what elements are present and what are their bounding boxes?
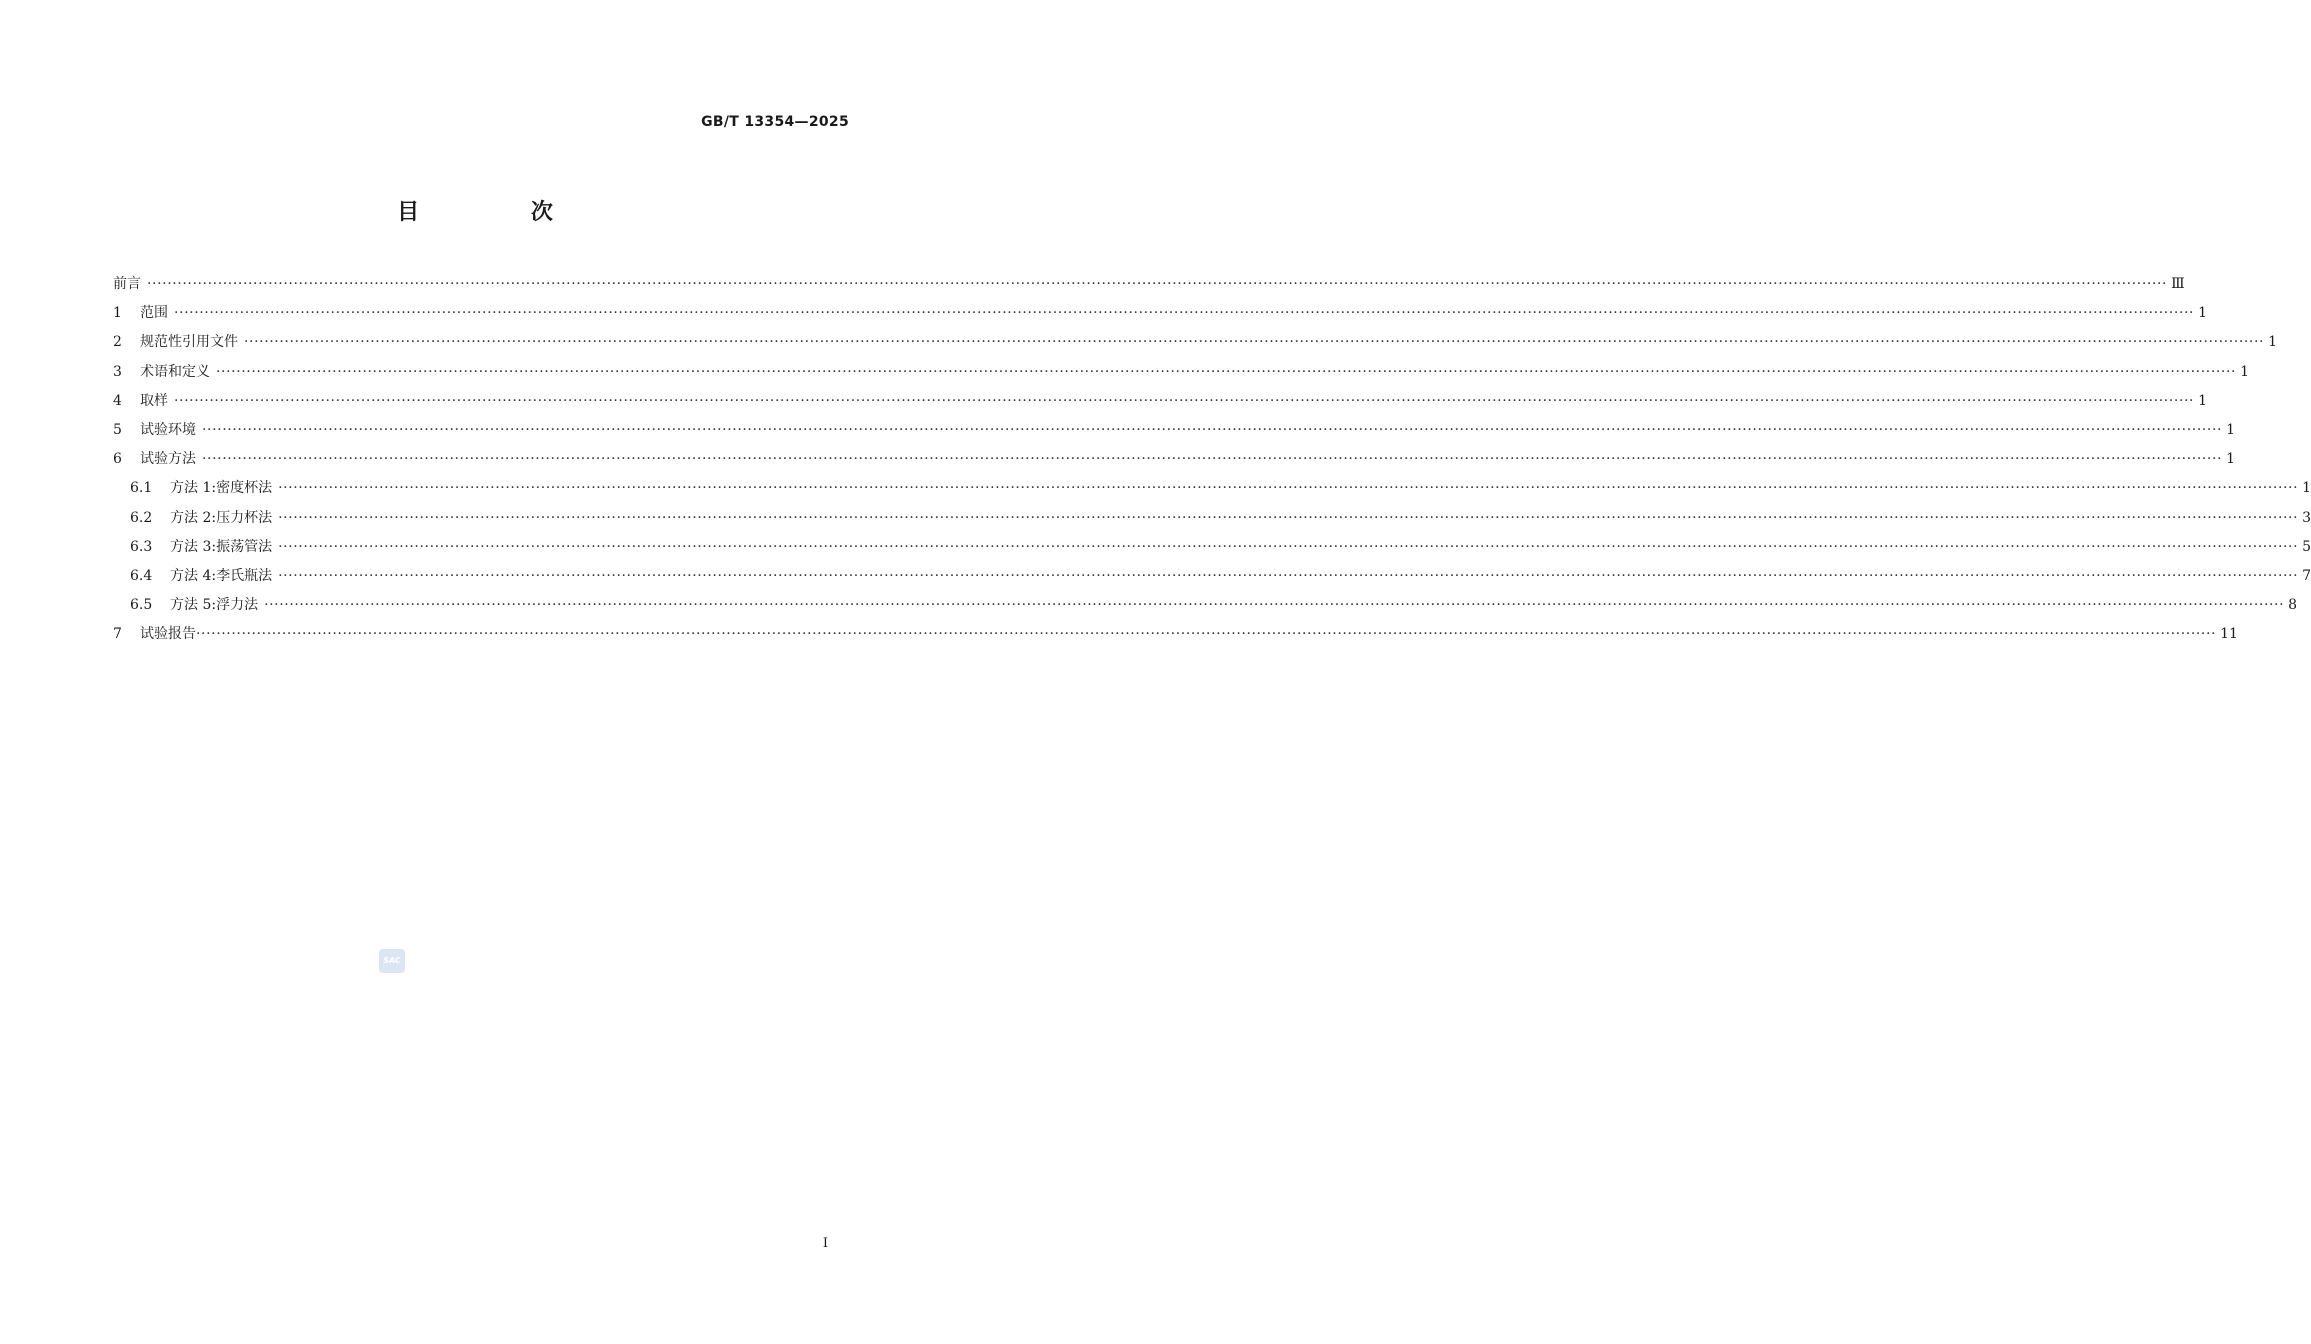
toc-entry-page: 3	[2302, 509, 2311, 526]
toc-entry-scope[interactable]	[113, 302, 2207, 331]
toc-entry-sampling[interactable]	[113, 390, 2207, 419]
toc-entry-number: 6.2	[130, 509, 153, 526]
toc-entry-page: 8	[2288, 597, 2298, 614]
dot-leader: ················································································································································································································································································································································································································	[202, 451, 2223, 468]
toc-entry-number: 4	[113, 392, 122, 409]
toc-entry-page: 1	[2268, 334, 2277, 351]
dot-leader: ················································································································································································································································································································································································································	[278, 480, 2299, 497]
dot-leader: ················································································································································································································································································································································································································	[264, 597, 2285, 614]
toc-entry-page: 1	[2240, 363, 2249, 380]
table-of-contents	[113, 273, 2311, 652]
dot-leader: ················································································································································································································································································································································································································	[196, 626, 2217, 643]
toc-entry-number: 1	[113, 305, 122, 322]
toc-entry-page: 1	[2198, 392, 2207, 409]
toc-entry-page: Ⅲ	[2171, 276, 2185, 292]
toc-entry-label: 方法 3:振荡管法	[170, 538, 273, 555]
toc-entry-page: 1	[2198, 305, 2207, 322]
toc-entry-terms-definitions[interactable]	[113, 361, 2249, 390]
toc-entry-page: 1	[2226, 421, 2235, 438]
toc-entry-method-4[interactable]	[113, 565, 2311, 594]
toc-entry-number: 2	[113, 334, 122, 351]
toc-entry-label: 试验报告	[140, 626, 196, 643]
toc-entry-method-2[interactable]	[113, 507, 2311, 536]
toc-entry-label: 规范性引用文件	[140, 334, 238, 351]
dot-leader: ················································································································································································································································································································································································································	[278, 538, 2299, 555]
toc-entry-label: 试验环境	[140, 421, 196, 438]
toc-entry-page: 7	[2302, 567, 2311, 584]
toc-entry-number: 7	[113, 626, 122, 643]
toc-entry-number: 6	[113, 451, 122, 468]
toc-entry-number: 6.4	[130, 567, 153, 584]
toc-entry-method-3[interactable]	[113, 536, 2311, 565]
dot-leader: ················································································································································································································································································································································································································	[216, 363, 2237, 380]
dot-leader: ················································································································································································································································································································································································································	[174, 392, 2195, 409]
sac-watermark-logo: SAC	[379, 949, 405, 973]
toc-entry-page: 1	[2226, 451, 2235, 468]
toc-entry-number: 6.1	[130, 480, 153, 497]
toc-entry-number: 6.3	[130, 538, 153, 555]
toc-entry-page: 5	[2302, 538, 2311, 555]
toc-entry-label: 取样	[140, 392, 168, 409]
toc-entry-method-1[interactable]	[113, 477, 2311, 506]
toc-entry-label: 前言	[113, 276, 141, 292]
toc-entry-label: 方法 4:李氏瓶法	[170, 567, 273, 584]
toc-entry-label: 术语和定义	[140, 363, 210, 380]
toc-entry-label: 方法 2:压力杯法	[170, 509, 273, 526]
dot-leader: ················································································································································································································································································································································································································	[244, 334, 2265, 351]
dot-leader: ················································································································································································································································································································································································································	[174, 305, 2195, 322]
dot-leader: ················································································································································································································································································································································································································	[278, 509, 2299, 526]
toc-entry-label: 范围	[140, 305, 168, 322]
dot-leader: ················································································································································································································································································································································································································	[202, 421, 2223, 438]
toc-entry-number: 6.5	[130, 597, 153, 614]
page-number: I	[822, 1236, 828, 1251]
toc-entry-foreword[interactable]	[113, 273, 2185, 302]
toc-entry-test-environment[interactable]	[113, 419, 2235, 448]
dot-leader: ················································································································································································································································································································································································································	[278, 567, 2299, 584]
toc-entry-page: 11	[2220, 626, 2238, 643]
toc-entry-label: 方法 5:浮力法	[170, 597, 259, 614]
page-title: 目 次	[397, 200, 605, 225]
toc-entry-page: 1	[2302, 480, 2311, 497]
toc-entry-test-methods[interactable]	[113, 448, 2235, 477]
toc-entry-label: 方法 1:密度杯法	[170, 480, 273, 497]
dot-leader: ················································································································································································································································································································································································································	[147, 276, 2168, 292]
toc-entry-number: 3	[113, 363, 122, 380]
standard-code: GB/T 13354—2025	[701, 114, 849, 130]
toc-entry-number: 5	[113, 421, 122, 438]
toc-entry-method-5[interactable]	[113, 594, 2298, 623]
toc-entry-label: 试验方法	[140, 451, 196, 468]
toc-entry-normative-references[interactable]	[113, 331, 2277, 360]
toc-entry-test-report[interactable]	[113, 623, 2238, 652]
